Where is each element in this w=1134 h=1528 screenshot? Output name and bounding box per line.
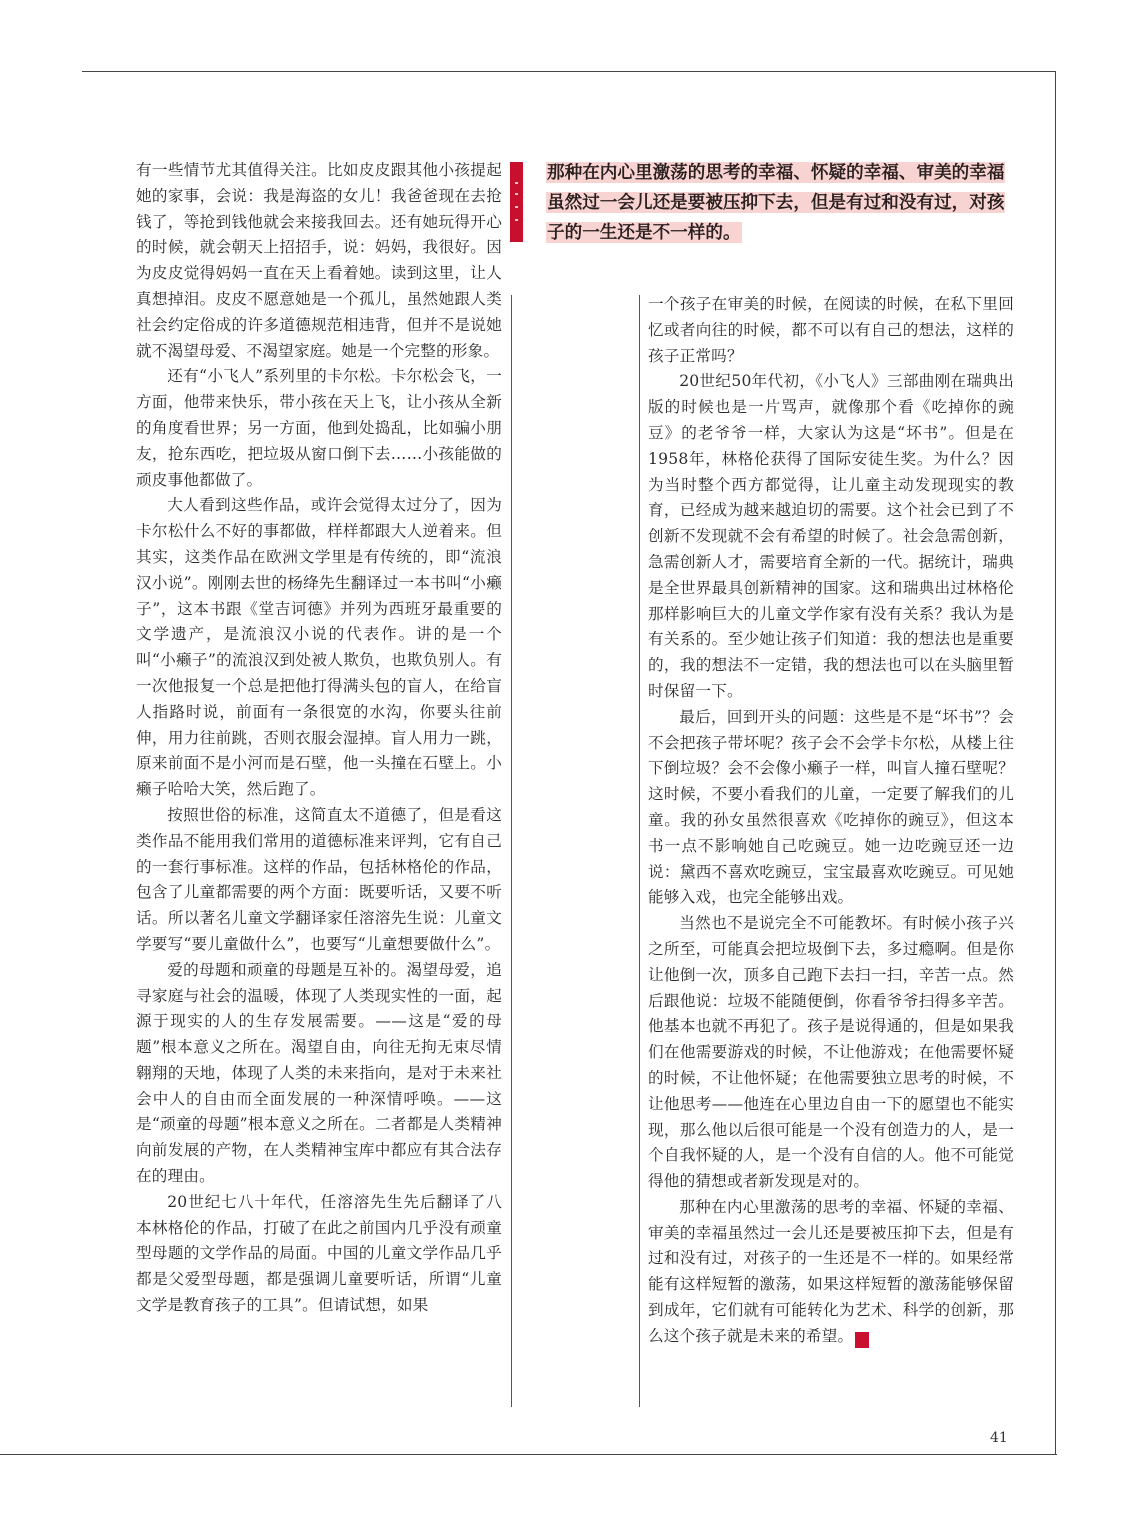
paragraph: 一个孩子在审美的时候，在阅读的时候，在私下里回忆或者向往的时候，都不可以有自己的想法，这样的孩子正常吗？ (648, 295, 1014, 365)
column-divider-right (639, 295, 640, 1407)
paragraph: 有一些情节尤其值得关注。比如皮皮跟其他小孩提起她的家事，会说：我是海盗的女儿！我爸爸现在去抢钱了，等抢到钱他就会来接我回去。还有她玩得开心的时候，就会朝天上招招手，说：妈妈，我很好。因为皮皮觉得妈妈一直在天上看着她。读到这里，让人真想掉泪。皮皮不愿意她是一个孤儿，虽然她跟人类社会约定俗成的许多道德规范相违背，但并不是说她就不渴望母爱、不渴望家庭。她是一个完整的形象。 (136, 161, 502, 360)
end-mark-icon: 家 (855, 1332, 869, 1348)
right-border-rule (1055, 71, 1056, 1455)
paragraph: 20世纪50年代初，《小飞人》三部曲刚在瑞典出版的时候也是一片骂声，就像那个看《吃掉你的豌豆》的老爷爷一样，大家认为这是“坏书”。但是在1958年，林格伦获得了国际安徒生奖。为什么？因为当时整个西方都觉得，让儿童主动发现现实的教育，已经成为越来越迫切的需要。这个社会已到了不创新不发现就不会有希望的时候了。社会急需创新，急需创新人才，需要培育全新的一代。据统计，瑞典是全世界最具创新精神的国家。这和瑞典出过林格伦那样影响巨大的儿童文学作家有没有关系？我认为是有关系的。至少她让孩子们知道：我的想法也是重要的，我的想法不一定错，我的想法也可以在头脑里暂时保留一下。 (648, 372, 1014, 700)
article-column-left (136, 158, 502, 1408)
page-number: 41 (990, 1430, 1008, 1446)
pull-quote-text: 那种在内心里激荡的思考的幸福、怀疑的幸福、审美的幸福虽然过一会儿还是要被压抑下去，但是有过和没有过，对孩子的一生还是不一样的。 (547, 162, 1005, 243)
column-divider-left (511, 295, 512, 1407)
paragraph: 按照世俗的标准，这简直太不道德了，但是看这类作品不能用我们常用的道德标准来评判，它有自己的一套行事标准。这样的作品，包括林格伦的作品，包含了儿童都需要的两个方面：既要听话，又要不听话。所以著名儿童文学翻译家任溶溶先生说：儿童文学要写“要儿童做什么”，也要写“儿童想要做什么”。 (136, 805, 502, 953)
paragraph: 最后，回到开头的问题：这些是不是“坏书”？会不会把孩子带坏呢？孩子会不会学卡尔松，从楼上往下倒垃圾？会不会像小癞子一样，叫盲人撞石壁呢？这时候，不要小看我们的儿童，一定要了解我们的儿童。我的孙女虽然很喜欢《吃掉你的豌豆》，但这本书一点不影响她自己吃豌豆。她一边吃豌豆还一边说：黛西不喜欢吃豌豆，宝宝最喜欢吃豌豆。可见她能够入戏，也完全能够出戏。 (648, 707, 1014, 907)
last-paragraph (648, 1195, 1014, 1350)
paragraph: 大人看到这些作品，或许会觉得太过分了，因为卡尔松什么不好的事都做，样样都跟大人逆着来。但其实，这类作品在欧洲文学里是有传统的，即“流浪汉小说”。刚刚去世的杨绛先生翻译过一本书叫“小癞子”，这本书跟《堂吉诃德》并列为西班牙最重要的文学遗产，是流浪汉小说的代表作。讲的是一个叫“小癞子”的流浪汉到处被人欺负，也欺负别人。有一次他报复一个总是把他打得满头包的盲人，在给盲人指路时说，前面有一条很宽的水沟，你要头往前伸，用力往前跳，否则衣服会湿掉。盲人用力一跳，原来前面不是小河而是石壁，他一头撞在石壁上。小癞子哈哈大笑，然后跑了。 (136, 496, 502, 799)
footer-rule (0, 1454, 1057, 1455)
paragraph: 爱的母题和顽童的母题是互补的。渴望母爱，追寻家庭与社会的温暖，体现了人类现实性的一面，起源于现实的人的生存发展需要。——这是“爱的母题”根本意义之所在。渴望自由，向往无拘无束尽情翱翔的天地，体现了人类的未来指向，是对于未来社会中人的自由而全面发展的一种深情呼唤。——这是“顽童的母题”根本意义之所在。二者都是人类精神向前发展的产物，在人类精神宝库中都应有其合法存在的理由。 (136, 960, 502, 1186)
header-rule (82, 71, 1056, 72)
article-column-right (648, 292, 1014, 1410)
pull-quote-marker (510, 162, 523, 242)
pull-quote (546, 158, 1016, 248)
paragraph: 20世纪七八十年代，任溶溶先生先后翻译了八本林格伦的作品，打破了在此之前国内几乎没有顽童型母题的文学作品的局面。中国的儿童文学作品几乎都是父爱型母题，都是强调儿童要听话，所谓“儿童文学是教育孩子的工具”。但请试想，如果 (136, 1192, 502, 1315)
paragraph-text: 那种在内心里激荡的思考的幸福、怀疑的幸福、审美的幸福虽然过一会儿还是要被压抑下去，但是有过和没有过，对孩子的一生还是不一样的。如果经常能有这样短暂的激荡，如果这样短暂的激荡能够保留到成年，它们就有可能转化为艺术、科学的创新，那么这个孩子就是未来的希望。 (648, 1197, 1014, 1345)
paragraph: 当然也不是说完全不可能教坏。有时候小孩子兴之所至，可能真会把垃圾倒下去，多过瘾啊。但是你让他倒一次，顶多自己跑下去扫一扫，辛苦一点。然后跟他说：垃圾不能随便倒，你看爷爷扫得多辛苦。他基本也就不再犯了。孩子是说得通的，但是如果我们在他需要游戏的时候，不让他游戏；在他需要怀疑的时候，不让他怀疑；在他需要独立思考的时候，不让他思考——他连在心里边自由一下的愿望也不能实现，那么他以后很可能是一个没有创造力的人，是一个自我怀疑的人，是一个没有自信的人。他不可能觉得他的猜想或者新发现是对的。 (648, 914, 1014, 1191)
paragraph: 还有“小飞人”系列里的卡尔松。卡尔松会飞，一方面，他带来快乐，带小孩在天上飞，让小孩从全新的角度看世界；另一方面，他到处捣乱，比如骗小朋友，抢东西吃，把垃圾从窗口倒下去……小孩能做的顽皮事他都做了。 (136, 367, 502, 489)
